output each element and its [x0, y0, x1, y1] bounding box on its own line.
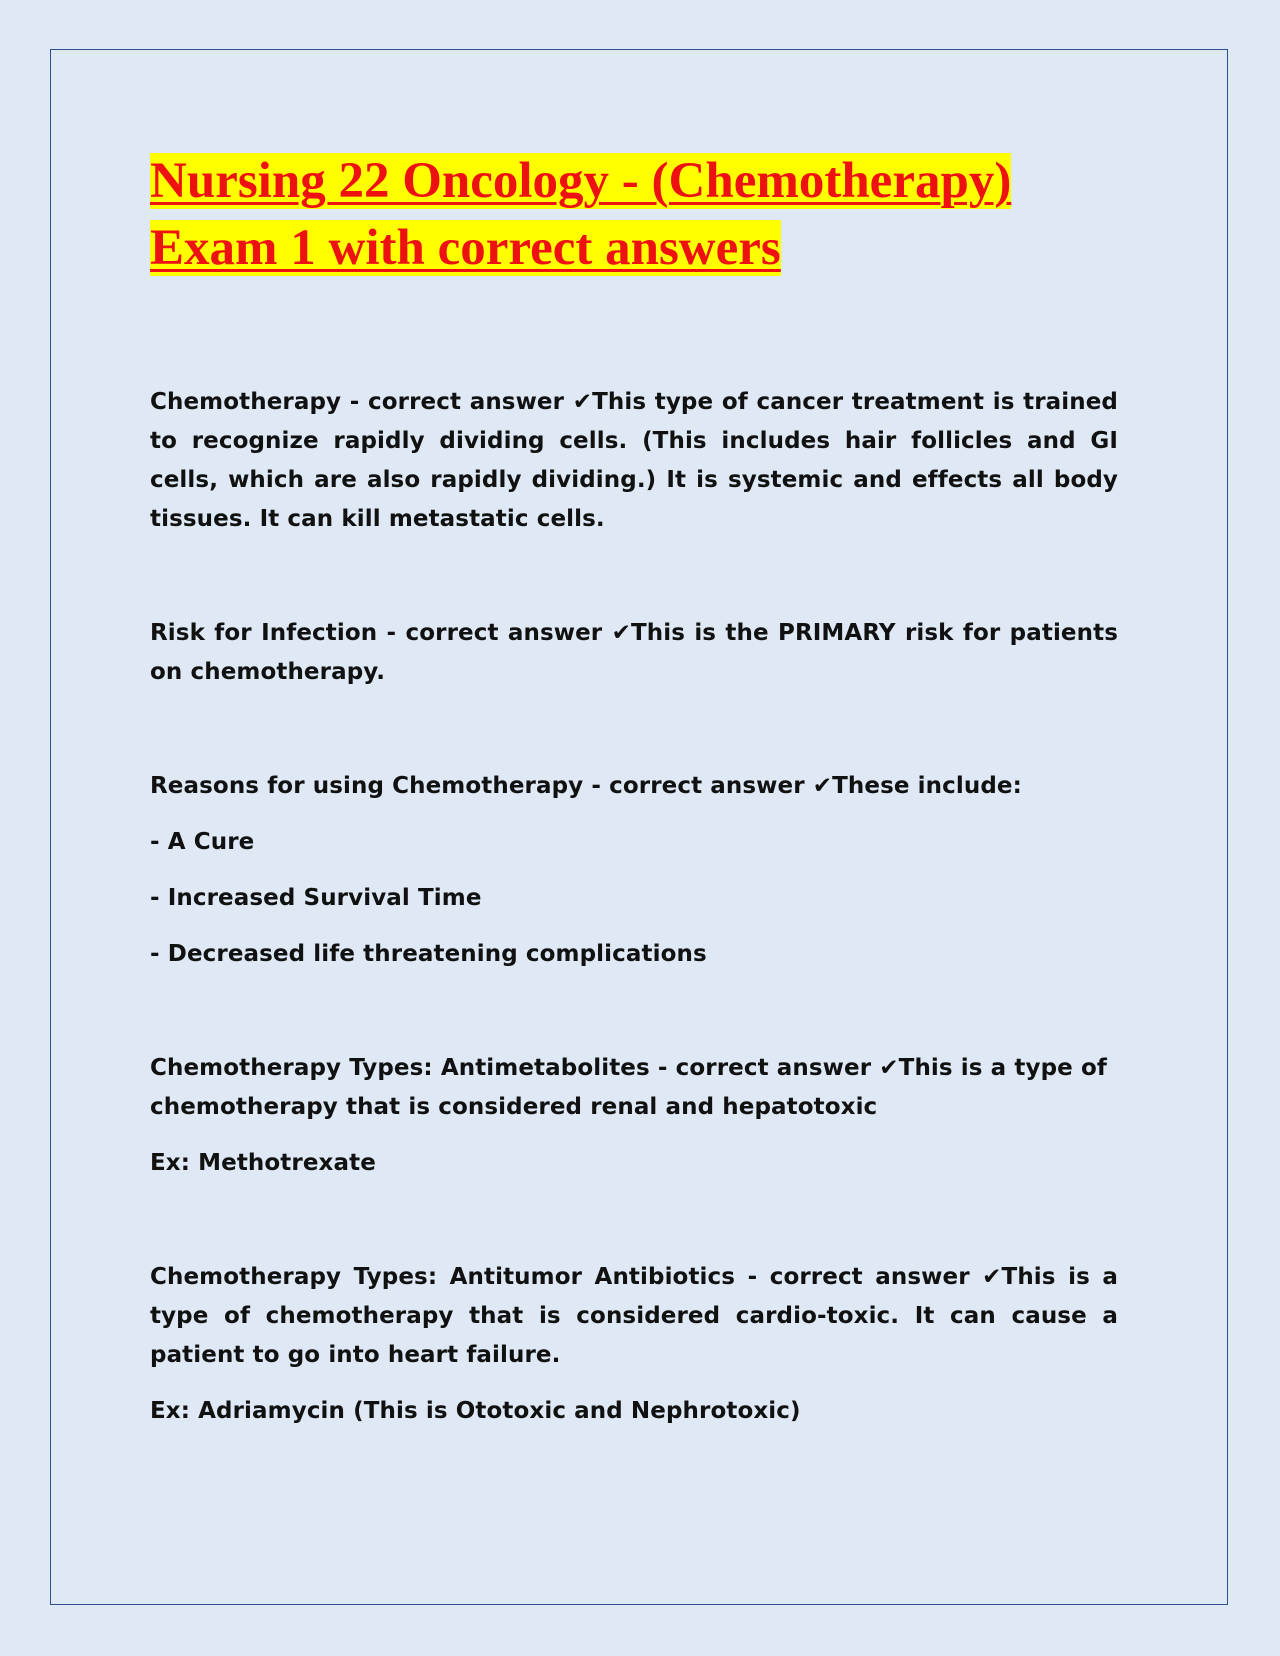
- qa-term: Chemotherapy Types: Antimetabolites - correct answer: [150, 1055, 880, 1081]
- check-icon: ✔: [982, 1264, 1002, 1290]
- qa-entry-antitumor-antibiotics: [150, 1258, 1118, 1431]
- document-title: [150, 148, 1118, 282]
- qa-term: Chemotherapy Types: Antitumor Antibiotics - correct answer: [150, 1264, 983, 1290]
- check-icon: ✔: [572, 389, 593, 415]
- qa-example: Ex: Adriamycin (This is Ototoxic and Nephrotoxic): [150, 1398, 801, 1424]
- qa-paragraph: [150, 614, 1118, 692]
- list-item: - Increased Survival Time: [150, 885, 482, 911]
- qa-list: [150, 383, 1118, 1431]
- list-item: - Decreased life threatening complications: [150, 941, 707, 967]
- qa-paragraph: [150, 383, 1118, 539]
- qa-entry-antimetabolites: [150, 1049, 1118, 1183]
- qa-paragraph: [150, 767, 1118, 806]
- check-icon: ✔: [812, 773, 833, 799]
- qa-term: Risk for Infection - correct answer: [150, 620, 612, 646]
- qa-definition: This is a type of chemotherapy that is considered renal and hepatotoxic: [150, 1055, 1107, 1120]
- title-line-2: Exam 1 with correct answers: [150, 220, 781, 276]
- qa-definition: This type of cancer treatment is trained to recognize rapidly dividing cells. (This includes hair follicles and GI cells, which are also rapidly dividing.) It is systemic and effects all body tissues. It can kill metastatic cells.: [150, 389, 1118, 532]
- qa-paragraph: [150, 1258, 1118, 1375]
- check-icon: ✔: [879, 1055, 899, 1081]
- check-icon: ✔: [611, 620, 631, 646]
- qa-entry-chemotherapy: [150, 383, 1118, 539]
- qa-entry-risk-for-infection: [150, 614, 1118, 692]
- qa-definition: This is a type of chemotherapy that is considered cardio-toxic. It can cause a patient to go into heart failure.: [150, 1264, 1118, 1368]
- qa-definition: This is the PRIMARY risk for patients on chemotherapy.: [150, 620, 1118, 685]
- list-item: - A Cure: [150, 829, 255, 855]
- qa-example: Ex: Methotrexate: [150, 1150, 376, 1176]
- title-line-1: Nursing 22 Oncology - (Chemotherapy): [150, 153, 1012, 209]
- qa-term: Chemotherapy - correct answer: [150, 389, 573, 415]
- qa-entry-reasons-for-chemotherapy: [150, 767, 1118, 974]
- document-content: [150, 148, 1118, 1506]
- qa-paragraph: [150, 1049, 1118, 1127]
- qa-definition: These include:: [832, 773, 1022, 799]
- qa-term: Reasons for using Chemotherapy - correct answer: [150, 773, 813, 799]
